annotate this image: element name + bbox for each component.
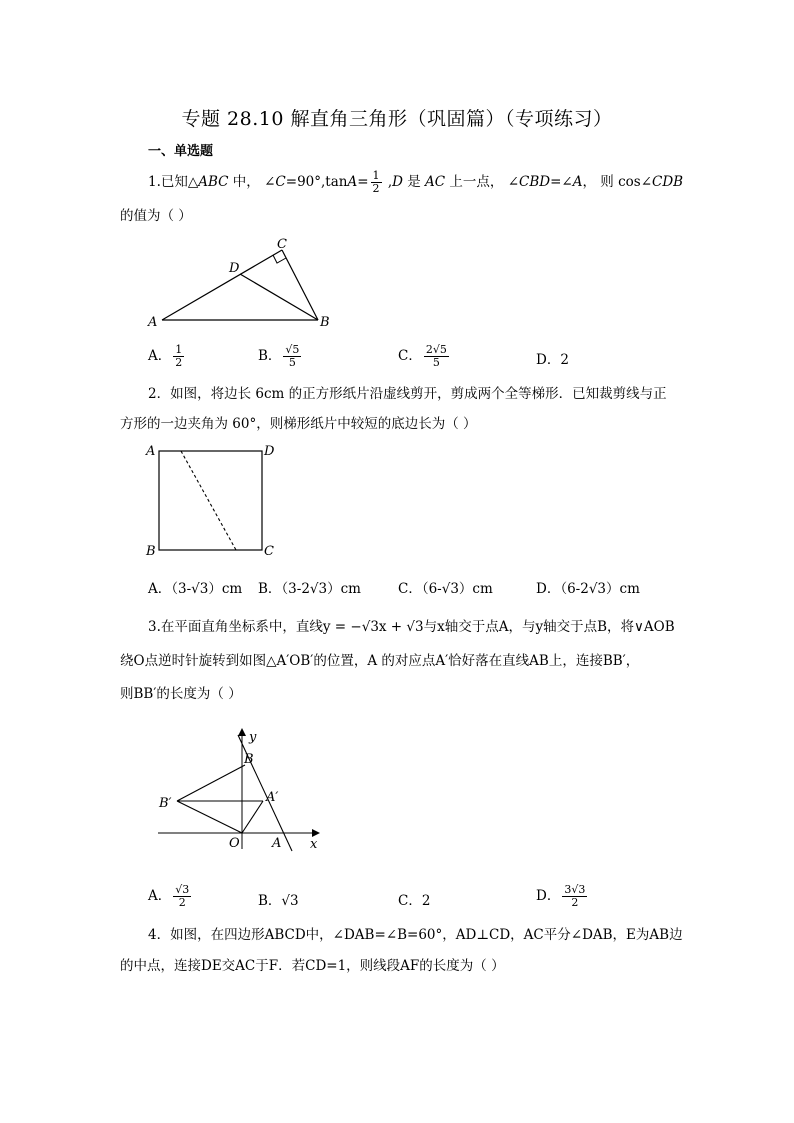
segment-ac (162, 250, 282, 320)
label-b-prime: B′ (159, 796, 172, 811)
segment-b1-o (177, 801, 242, 833)
segment-b1-b (177, 765, 245, 801)
q1-text: 是 (402, 174, 426, 190)
label-a: A (146, 444, 156, 459)
label-b: B (244, 752, 254, 767)
question-1-stem (148, 170, 683, 195)
question-3-stem-line3: 则BB′的长度为（ ） (120, 686, 242, 702)
question-3-stem-line2: 绕O点逆时针旋转到如图△A′OB′的位置，A 的对应点A′恰好落在直线AB上，连接BB′， (120, 653, 640, 669)
label-d: D (264, 444, 275, 459)
q1-option-a[interactable]: A． $\frac{1}{2}$ (148, 343, 183, 369)
question-3-figure (150, 725, 330, 855)
q1-var: A (347, 174, 358, 190)
y-axis-arrow-icon (238, 728, 246, 736)
q1-option-d[interactable]: D．2 (536, 352, 569, 368)
q1-var: CDB (652, 174, 684, 190)
label-c: C (277, 237, 287, 252)
label-b: B (320, 315, 330, 330)
q2-option-c[interactable]: C．（6-√3）cm (398, 581, 493, 597)
q1-option-c[interactable]: C． $\frac{2√5}{5}$ (398, 343, 447, 369)
q3-option-d[interactable]: D． $\frac{3√3}{2}$ (536, 883, 586, 909)
q1-text: 中， ∠ (228, 174, 276, 190)
q1-text: ， 则 cos∠ (582, 174, 653, 190)
label-a: A (272, 836, 282, 851)
q2-option-d[interactable]: D．（6-2√3）cm (536, 581, 640, 597)
label-a: A (148, 315, 158, 330)
question-2-figure (140, 440, 290, 565)
q1-text: =90°,tan (285, 174, 348, 190)
q1-var: CBD (519, 174, 551, 190)
q1-text: , (383, 174, 393, 190)
q3-option-a[interactable]: A． $\frac{√3}{2}$ (148, 883, 190, 909)
label-b: B (146, 544, 156, 559)
x-axis-arrow-icon (312, 829, 320, 837)
q1-fraction: $\frac{1}{2}$ (372, 169, 380, 195)
q1-option-b[interactable]: B． $\frac{√5}{5}$ (258, 343, 300, 369)
q1-var: ABC (198, 174, 229, 190)
label-c: C (264, 544, 274, 559)
label-o: O (229, 836, 240, 851)
q1-var: A (572, 174, 583, 190)
label-y: y (249, 730, 257, 745)
q1-text: 1.已知△ (148, 174, 199, 190)
q1-text: = (357, 174, 369, 190)
question-4-stem-line2: 的中点，连接DE交AC于F．若CD=1，则线段AF的长度为（ ） (120, 958, 505, 974)
right-angle-mark (273, 255, 286, 263)
q1-text: =∠ (550, 174, 573, 190)
section-heading: 一、单选题 (148, 144, 214, 159)
q1-var: C (275, 174, 286, 190)
label-x: x (310, 837, 318, 852)
q3-option-c[interactable]: C．2 (398, 893, 431, 909)
q1-var: AC (425, 174, 446, 190)
q1-text: 上一点， ∠ (445, 174, 520, 190)
label-d: D (229, 261, 240, 276)
q1-var: D (392, 174, 403, 190)
question-3-stem: 3.在平面直角坐标系中，直线y = −√3x + √3与x轴交于点A，与y轴交于点B，将∨AOB (148, 619, 675, 635)
question-2-stem: 2．如图，将边长 6cm 的正方形纸片沿虚线剪开，剪成两个全等梯形．已知裁剪线与正 (148, 386, 667, 402)
question-1-stem-line2: 的值为（ ） (120, 208, 192, 224)
cut-line-dashed (181, 451, 236, 550)
question-2-stem-line2: 方形的一边夹角为 60°，则梯形纸片中较短的底边长为（ ） (120, 416, 477, 432)
q2-option-a[interactable]: A．（3-√3）cm (148, 581, 243, 597)
segment-o-a1 (242, 801, 263, 833)
page-title: 专题 28.10 解直角三角形（巩固篇）（专项练习） (181, 108, 613, 130)
square (159, 451, 262, 550)
label-a-prime: A′ (266, 790, 279, 805)
question-1-figure (140, 230, 340, 335)
question-4-stem: 4．如图，在四边形ABCD中，∠DAB=∠B=60°，AD⊥CD，AC平分∠DAB，E为AB边 (148, 927, 683, 943)
q2-option-b[interactable]: B．（3-2√3）cm (258, 581, 361, 597)
q3-option-b[interactable]: B．√3 (258, 893, 299, 909)
